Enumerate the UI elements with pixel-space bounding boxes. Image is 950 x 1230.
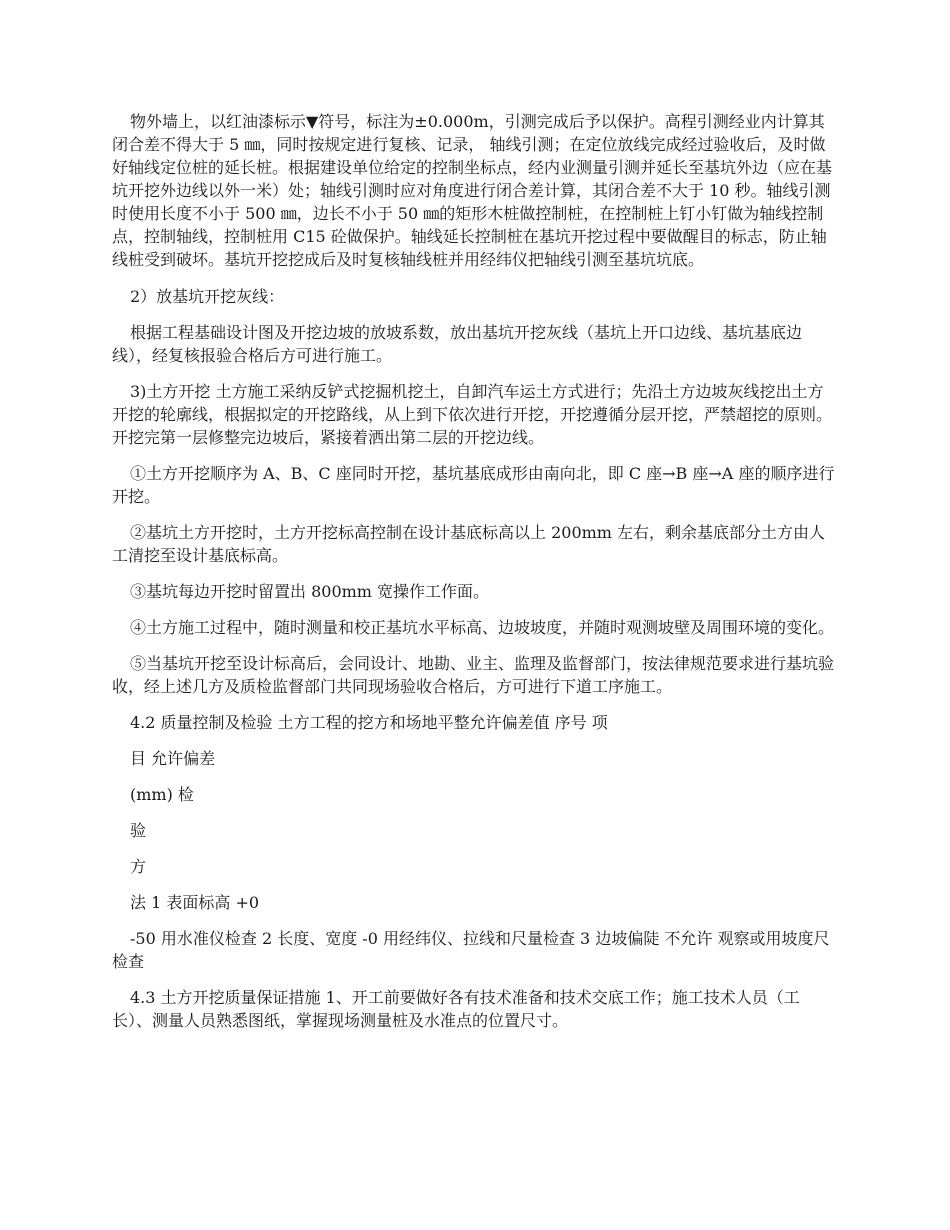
paragraph-lime-line-body: 根据工程基础设计图及开挖边坡的放坡系数，放出基坑开挖灰线（基坑上开口边线、基坑基底边线），经复核报验合格后方可进行施工。: [112, 323, 803, 365]
paragraph-table-fragment-1: 目 允许偏差: [130, 749, 216, 768]
paragraph-item-3: ③基坑每边开挖时留置出 800mm 宽操作工作面。: [130, 582, 490, 601]
paragraph-table-fragment-6: -50 用水准仪检查 2 长度、宽度 -0 用经纬仪、拉线和尺量检查 3 边坡偏陡 不允许 观察或用坡度尺检查: [112, 929, 830, 971]
paragraph-section-4-3: 4.3 土方开挖质量保证措施 1、开工前要做好各有技术准备和技术交底工作；施工技术人员（工长）、测量人员熟悉图纸，掌握现场测量桩及水准点的位置尺寸。: [112, 988, 800, 1030]
paragraph-table-fragment-2: (mm) 检: [130, 785, 194, 804]
paragraph-item-5: ⑤当基坑开挖至设计标高后，会同设计、地勘、业主、监理及监督部门，按法律规范要求进行基坑验收，经上述几方及质检监督部门共同现场验收合格后，方可进行下道工序施工。: [112, 654, 835, 696]
paragraph-section-4-2: 4.2 质量控制及检验 土方工程的挖方和场地平整允许偏差值 序号 项: [130, 713, 608, 732]
paragraph-item-1: ①土方开挖顺序为 A、B、C 座同时开挖，基坑基底成形由南向北，即 C 座→B 座→A 座的顺序进行开挖。: [112, 464, 835, 506]
paragraph-table-fragment-4: 方: [130, 857, 147, 876]
paragraph-earth-excavation: 3)土方开挖 土方施工采纳反铲式挖掘机挖土，自卸汽车运土方式进行；先沿土方边坡灰线挖出土方开挖的轮廓线，根据拟定的开挖路线，从上到下依次进行开挖，开挖遵循分层开挖，严禁超挖的原则。开挖完第一层修整完边坡后，紧接着洒出第二层的开挖边线。: [112, 382, 833, 447]
paragraph-item-2: ②基坑土方开挖时，土方开挖标高控制在设计基底标高以上 200mm 左右，剩余基底部分土方由人工清挖至设计基底标高。: [112, 523, 826, 565]
paragraph-elevation-axis-survey: 物外墙上，以红油漆标示▼符号，标注为±0.000m，引测完成后予以保护。高程引测经业内计算其闭合差不得大于 5 ㎜，同时按规定进行复核、记录， 轴线引测；在定位放线完成经过验收后，及时做好轴线定位桩的延长桩。根据建设单位给定的控制坐标点，经内业测量引测并延长至基坑外边（应在基坑开挖外边线以外一米）处；轴线引测时应对角度进行闭合差计算，其闭合差不大于 10 秒。轴线引测时使用长度不小于 500 ㎜，边长不小于 50 ㎜的矩形木桩做控制桩，在控制桩上钉小钉做为轴线控制点，控制轴线，控制桩用 C15 砼做保护。轴线延长控制桩在基坑开挖过程中要做醒目的标志，防止轴线桩受到破坏。基坑开挖挖成后及时复核轴线桩并用经纬仪把轴线引测至基坑坑底。: [112, 112, 833, 269]
paragraph-item-4: ④土方施工过程中，随时测量和校正基坑水平标高、边坡坡度，并随时观测坡壁及周围环境的变化。: [130, 618, 835, 637]
paragraph-lime-line-heading: 2）放基坑开挖灰线：: [130, 287, 285, 306]
paragraph-table-fragment-3: 验: [130, 821, 147, 840]
paragraph-table-fragment-5: 法 1 表面标高 +0: [130, 893, 260, 912]
